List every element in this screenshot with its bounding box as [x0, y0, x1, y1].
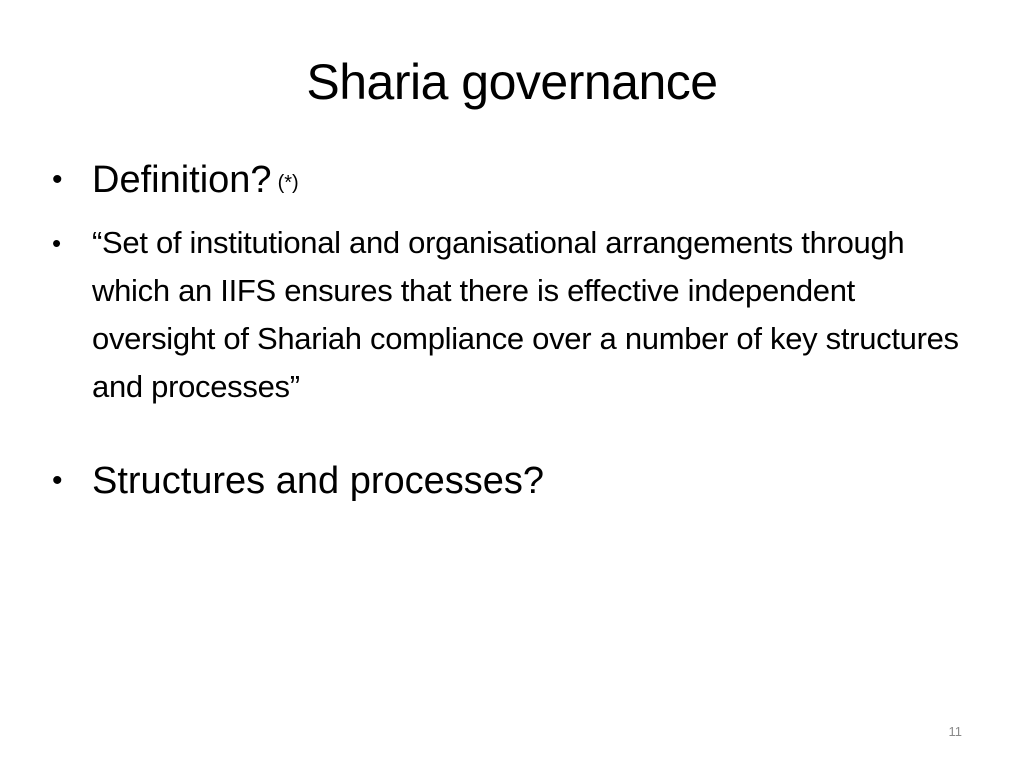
footnote-marker: (*)	[277, 172, 299, 194]
bullet-item-quote	[52, 219, 972, 411]
bullet-list	[52, 152, 972, 509]
bullet-item-definition	[52, 152, 972, 211]
bullet-item-structures	[52, 453, 972, 509]
bullet-text: Structures and processes?	[92, 460, 545, 502]
bullet-dot-icon: •	[52, 163, 63, 196]
bullet-text: Definition?	[92, 159, 272, 201]
bullet-dot-icon: •	[52, 464, 63, 497]
bullet-text: “Set of institutional and organisational arrangements through which an IIFS ensures that there is effective independent oversight of Shariah compliance over a number of key structures and processes”	[92, 225, 959, 404]
bullet-dot-icon: •	[52, 228, 61, 258]
page-number: 11	[948, 724, 962, 739]
slide-title: Sharia governance	[306, 54, 718, 110]
